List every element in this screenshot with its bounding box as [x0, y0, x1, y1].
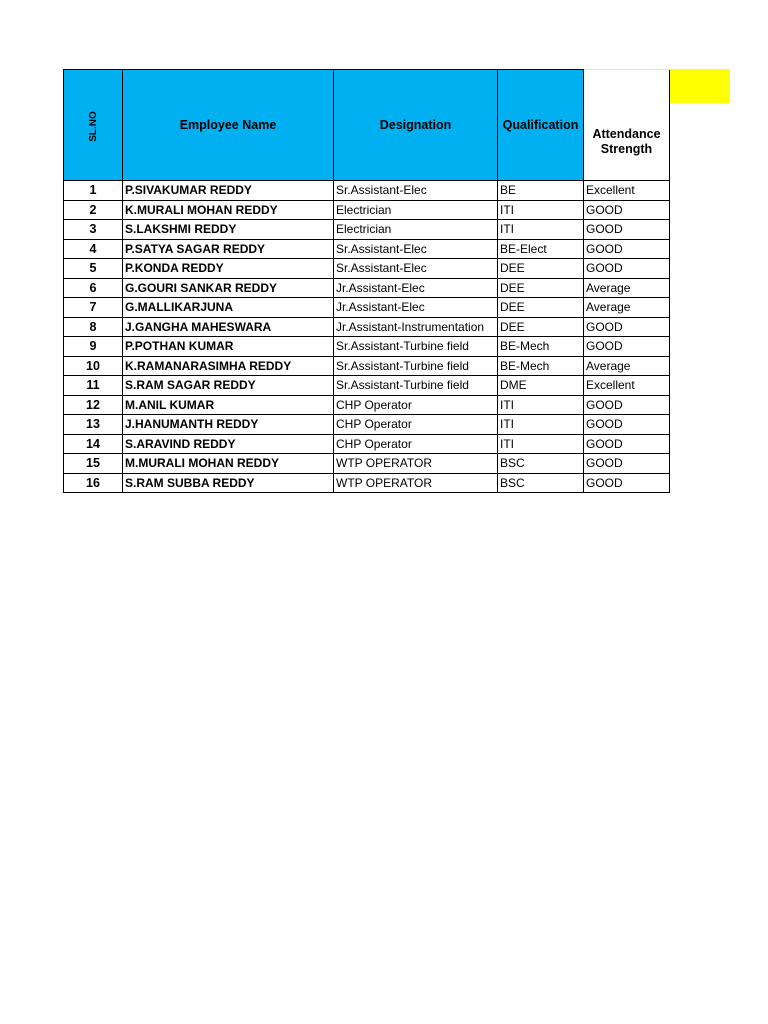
cell-qualification: BSC	[498, 454, 584, 474]
cell-employee-name: G.MALLIKARJUNA	[123, 298, 334, 318]
cell-sl-no: 4	[64, 239, 123, 259]
cell-qualification: ITI	[498, 220, 584, 240]
cell-attendance: GOOD	[584, 415, 670, 435]
cell-sl-no: 16	[64, 473, 123, 493]
cell-employee-name: K.MURALI MOHAN REDDY	[123, 200, 334, 220]
cell-designation: Jr.Assistant-Elec	[334, 278, 498, 298]
cell-employee-name: K.RAMANARASIMHA REDDY	[123, 356, 334, 376]
cell-employee-name: S.RAM SAGAR REDDY	[123, 376, 334, 396]
table-row	[64, 200, 670, 220]
cell-attendance: GOOD	[584, 259, 670, 279]
cell-attendance: GOOD	[584, 239, 670, 259]
header-attendance-strength	[584, 70, 670, 181]
cell-attendance: Excellent	[584, 181, 670, 201]
cell-designation: Electrician	[334, 220, 498, 240]
cell-designation: Sr.Assistant-Elec	[334, 181, 498, 201]
cell-sl-no: 15	[64, 454, 123, 474]
cell-qualification: DEE	[498, 298, 584, 318]
table-row	[64, 298, 670, 318]
cell-attendance: Average	[584, 278, 670, 298]
cell-qualification: BSC	[498, 473, 584, 493]
cell-sl-no: 10	[64, 356, 123, 376]
cell-attendance: GOOD	[584, 200, 670, 220]
cell-attendance: Average	[584, 356, 670, 376]
cell-employee-name: P.SATYA SAGAR REDDY	[123, 239, 334, 259]
cell-employee-name: P.KONDA REDDY	[123, 259, 334, 279]
cell-sl-no: 9	[64, 337, 123, 357]
header-attendance-label: Attendance Strength	[592, 126, 661, 156]
cell-employee-name: S.ARAVIND REDDY	[123, 434, 334, 454]
cell-sl-no: 3	[64, 220, 123, 240]
cell-designation: Jr.Assistant-Elec	[334, 298, 498, 318]
cell-qualification: BE-Mech	[498, 337, 584, 357]
cell-sl-no: 8	[64, 317, 123, 337]
table-row	[64, 181, 670, 201]
table-row	[64, 278, 670, 298]
cell-sl-no: 12	[64, 395, 123, 415]
cell-employee-name: M.MURALI MOHAN REDDY	[123, 454, 334, 474]
header-row	[64, 70, 670, 181]
table-row	[64, 337, 670, 357]
table-row	[64, 395, 670, 415]
table-row	[64, 434, 670, 454]
cell-designation: Jr.Assistant-Instrumentation	[334, 317, 498, 337]
cell-designation: WTP OPERATOR	[334, 454, 498, 474]
cell-designation: CHP Operator	[334, 395, 498, 415]
cell-attendance: GOOD	[584, 337, 670, 357]
cell-attendance: GOOD	[584, 473, 670, 493]
cell-sl-no: 2	[64, 200, 123, 220]
cell-qualification: BE-Elect	[498, 239, 584, 259]
cell-designation: Sr.Assistant-Turbine field	[334, 337, 498, 357]
cell-qualification: DEE	[498, 259, 584, 279]
table-row	[64, 356, 670, 376]
cell-attendance: GOOD	[584, 317, 670, 337]
table-row	[64, 454, 670, 474]
cell-employee-name: J.HANUMANTH REDDY	[123, 415, 334, 435]
cell-employee-name: S.LAKSHMI REDDY	[123, 220, 334, 240]
cell-designation: CHP Operator	[334, 415, 498, 435]
cell-sl-no: 7	[64, 298, 123, 318]
table-body	[64, 181, 670, 493]
cell-designation: Electrician	[334, 200, 498, 220]
cell-attendance: GOOD	[584, 454, 670, 474]
cell-designation: WTP OPERATOR	[334, 473, 498, 493]
table-row	[64, 473, 670, 493]
cell-sl-no: 13	[64, 415, 123, 435]
cell-designation: Sr.Assistant-Turbine field	[334, 376, 498, 396]
cell-qualification: BE	[498, 181, 584, 201]
cell-qualification: ITI	[498, 415, 584, 435]
cell-employee-name: S.RAM SUBBA REDDY	[123, 473, 334, 493]
cell-employee-name: J.GANGHA MAHESWARA	[123, 317, 334, 337]
table-row	[64, 376, 670, 396]
cell-designation: Sr.Assistant-Elec	[334, 239, 498, 259]
table-row	[64, 220, 670, 240]
table-row	[64, 239, 670, 259]
cell-employee-name: G.GOURI SANKAR REDDY	[123, 278, 334, 298]
cell-qualification: DEE	[498, 317, 584, 337]
table-row	[64, 259, 670, 279]
cell-qualification: ITI	[498, 395, 584, 415]
cell-attendance: GOOD	[584, 220, 670, 240]
cell-sl-no: 6	[64, 278, 123, 298]
cell-attendance: Excellent	[584, 376, 670, 396]
cell-sl-no: 1	[64, 181, 123, 201]
cell-qualification: ITI	[498, 200, 584, 220]
header-sl-no: SL.NO	[64, 70, 123, 181]
header-employee-name: Employee Name	[123, 70, 334, 181]
cell-employee-name: P.SIVAKUMAR REDDY	[123, 181, 334, 201]
cell-designation: CHP Operator	[334, 434, 498, 454]
cell-designation: Sr.Assistant-Elec	[334, 259, 498, 279]
cell-attendance: GOOD	[584, 395, 670, 415]
table-row	[64, 415, 670, 435]
cell-qualification: DME	[498, 376, 584, 396]
cell-attendance: GOOD	[584, 434, 670, 454]
cell-sl-no: 14	[64, 434, 123, 454]
cell-sl-no: 5	[64, 259, 123, 279]
cell-qualification: BE-Mech	[498, 356, 584, 376]
cell-sl-no: 11	[64, 376, 123, 396]
cell-designation: Sr.Assistant-Turbine field	[334, 356, 498, 376]
cell-qualification: ITI	[498, 434, 584, 454]
employee-table	[63, 69, 670, 493]
cell-attendance: Average	[584, 298, 670, 318]
table-row	[64, 317, 670, 337]
cell-employee-name: M.ANIL KUMAR	[123, 395, 334, 415]
cell-qualification: DEE	[498, 278, 584, 298]
header-qualification: Qualification	[498, 70, 584, 181]
cell-employee-name: P.POTHAN KUMAR	[123, 337, 334, 357]
header-designation: Designation	[334, 70, 498, 181]
